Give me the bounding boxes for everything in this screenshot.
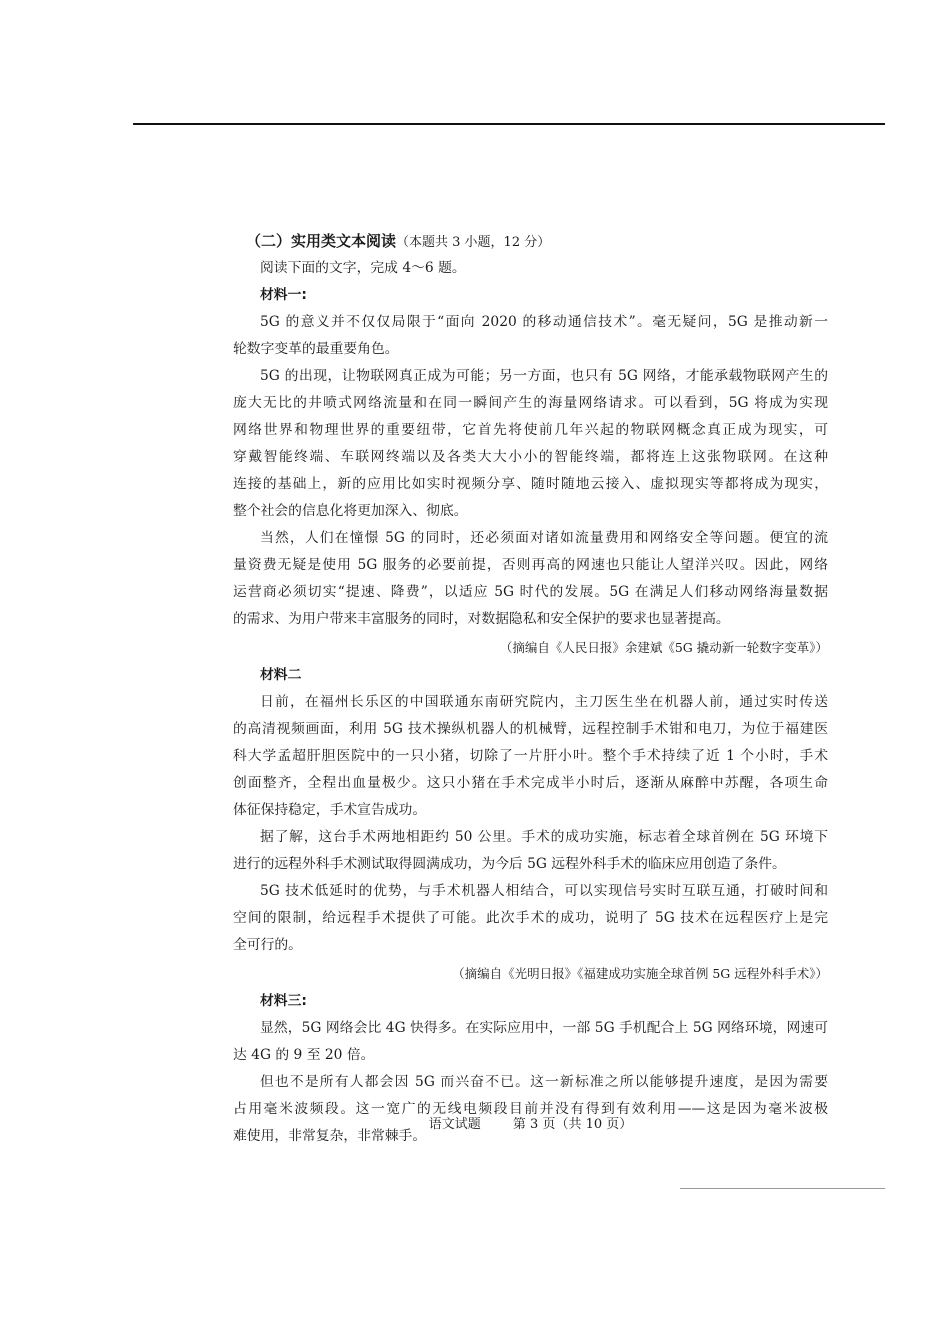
m2-p1-line: 的高清视频画面，利用 5G 技术操纵机器人的机械臂，远程控制手术钳和电刀，为位于福建医 xyxy=(233,721,828,737)
section-title: （二）实用类文本阅读 xyxy=(246,232,397,250)
m2-p1-line: 科大学孟超肝胆医院中的一只小猪，切除了一片肝小叶。整个手术持续了近 1 个小时，手术 xyxy=(233,748,828,764)
m2-p1-line: 日前，在福州长乐区的中国联通东南研究院内，主刀医生坐在机器人前，通过实时传送 xyxy=(260,694,828,710)
m3-p1-line: 显然，5G 网络会比 4G 快得多。在实际应用中，一部 5G 手机配合上 5G 网络环境，网速可 xyxy=(260,1020,828,1036)
m3-p1-line: 达 4G 的 9 至 20 倍。 xyxy=(233,1047,375,1063)
material2-source: （摘编自《光明日报》《福建成功实施全球首例 5G 远程外科手术》） xyxy=(452,966,828,981)
material1-source: （摘编自《人民日报》余建斌《5G 撬动新一轮数字变革》） xyxy=(499,640,828,655)
m1-p2-line: 网络世界和物理世界的重要纽带，它首先将使前几年兴起的物联网概念真正成为现实，可 xyxy=(233,422,828,438)
material2-label: 材料二 xyxy=(260,667,302,683)
m1-p2-line: 整个社会的信息化将更加深入、彻底。 xyxy=(233,503,468,519)
page-footer xyxy=(233,1113,828,1132)
m1-p3-line: 的需求、为用户带来丰富服务的同时，对数据隐私和安全保护的要求也显著提高。 xyxy=(233,611,730,627)
m1-p1-line: 轮数字变革的最重要角色。 xyxy=(233,341,399,357)
m1-p2-line: 穿戴智能终端、车联网终端以及各类大大小小的智能终端，都将连上这张物联网。在这种 xyxy=(233,449,828,465)
m2-p3-line: 全可行的。 xyxy=(233,937,302,953)
m2-p1-line: 体征保持稳定，手术宣告成功。 xyxy=(233,802,427,818)
m3-p2-line: 但也不是所有人都会因 5G 而兴奋不已。这一新标准之所以能够提升速度，是因为需要 xyxy=(260,1074,828,1090)
footer-subject: 语文试题 xyxy=(428,1117,481,1132)
m2-p2-line: 据了解，这台手术两地相距约 50 公里。手术的成功实施，标志着全球首例在 5G 环境下 xyxy=(260,829,828,845)
page-content xyxy=(233,228,828,1150)
material3-label: 材料三: xyxy=(260,993,307,1009)
section-note: （本题共 3 小题，12 分） xyxy=(396,235,551,250)
m1-p2-line: 连接的基础上，新的应用比如实时视频分享、随时随地云接入、虚拟现实等都将成为现实， xyxy=(233,476,828,492)
m1-p3-line: 当然，人们在憧憬 5G 的同时，还必须面对诸如流量费用和网络安全等问题。便宜的流 xyxy=(260,530,828,546)
m1-p2-line: 庞大无比的井喷式网络流量和在同一瞬间产生的海量网络请求。可以看到，5G 将成为实现 xyxy=(233,395,828,411)
bottom-rule xyxy=(680,1188,885,1189)
instruction: 阅读下面的文字，完成 4～6 题。 xyxy=(260,260,466,276)
footer-page-number: 第 3 页（共 10 页） xyxy=(512,1117,633,1132)
material1-label: 材料一: xyxy=(260,287,307,303)
m2-p3-line: 5G 技术低延时的优势，与手术机器人相结合，可以实现信号实时互联互通，打破时间和 xyxy=(260,883,828,899)
m1-p2-line: 5G 的出现，让物联网真正成为可能；另一方面，也只有 5G 网络，才能承载物联网产生的 xyxy=(260,368,828,384)
m1-p1-line: 5G 的意义并不仅仅局限于“面向 2020 的移动通信技术”。毫无疑问，5G 是推动新一 xyxy=(260,314,828,330)
m2-p3-line: 空间的限制，给远程手术提供了可能。此次手术的成功，说明了 5G 技术在远程医疗上是完 xyxy=(233,910,828,926)
top-rule xyxy=(133,123,885,125)
m1-p3-line: 量资费无疑是使用 5G 服务的必要前提，否则再高的网速也只能让人望洋兴叹。因此，网络 xyxy=(233,557,828,573)
m1-p3-line: 运营商必须切实“提速、降费”，以适应 5G 时代的发展。5G 在满足人们移动网络海量数据 xyxy=(233,584,828,600)
section-heading xyxy=(246,228,828,255)
m3-p2-line: 占用毫米波频段。这一宽广的无线电频段目前并没有得到有效利用——这是因为毫米波极 xyxy=(233,1101,828,1117)
m3-p2-line: 难使用，非常复杂，非常棘手。 xyxy=(233,1128,427,1144)
m2-p2-line: 进行的远程外科手术测试取得圆满成功，为今后 5G 远程外科手术的临床应用创造了条件。 xyxy=(233,856,786,872)
m2-p1-line: 创面整齐，全程出血量极少。这只小猪在手术完成半小时后，逐渐从麻醉中苏醒，各项生命 xyxy=(233,775,828,791)
